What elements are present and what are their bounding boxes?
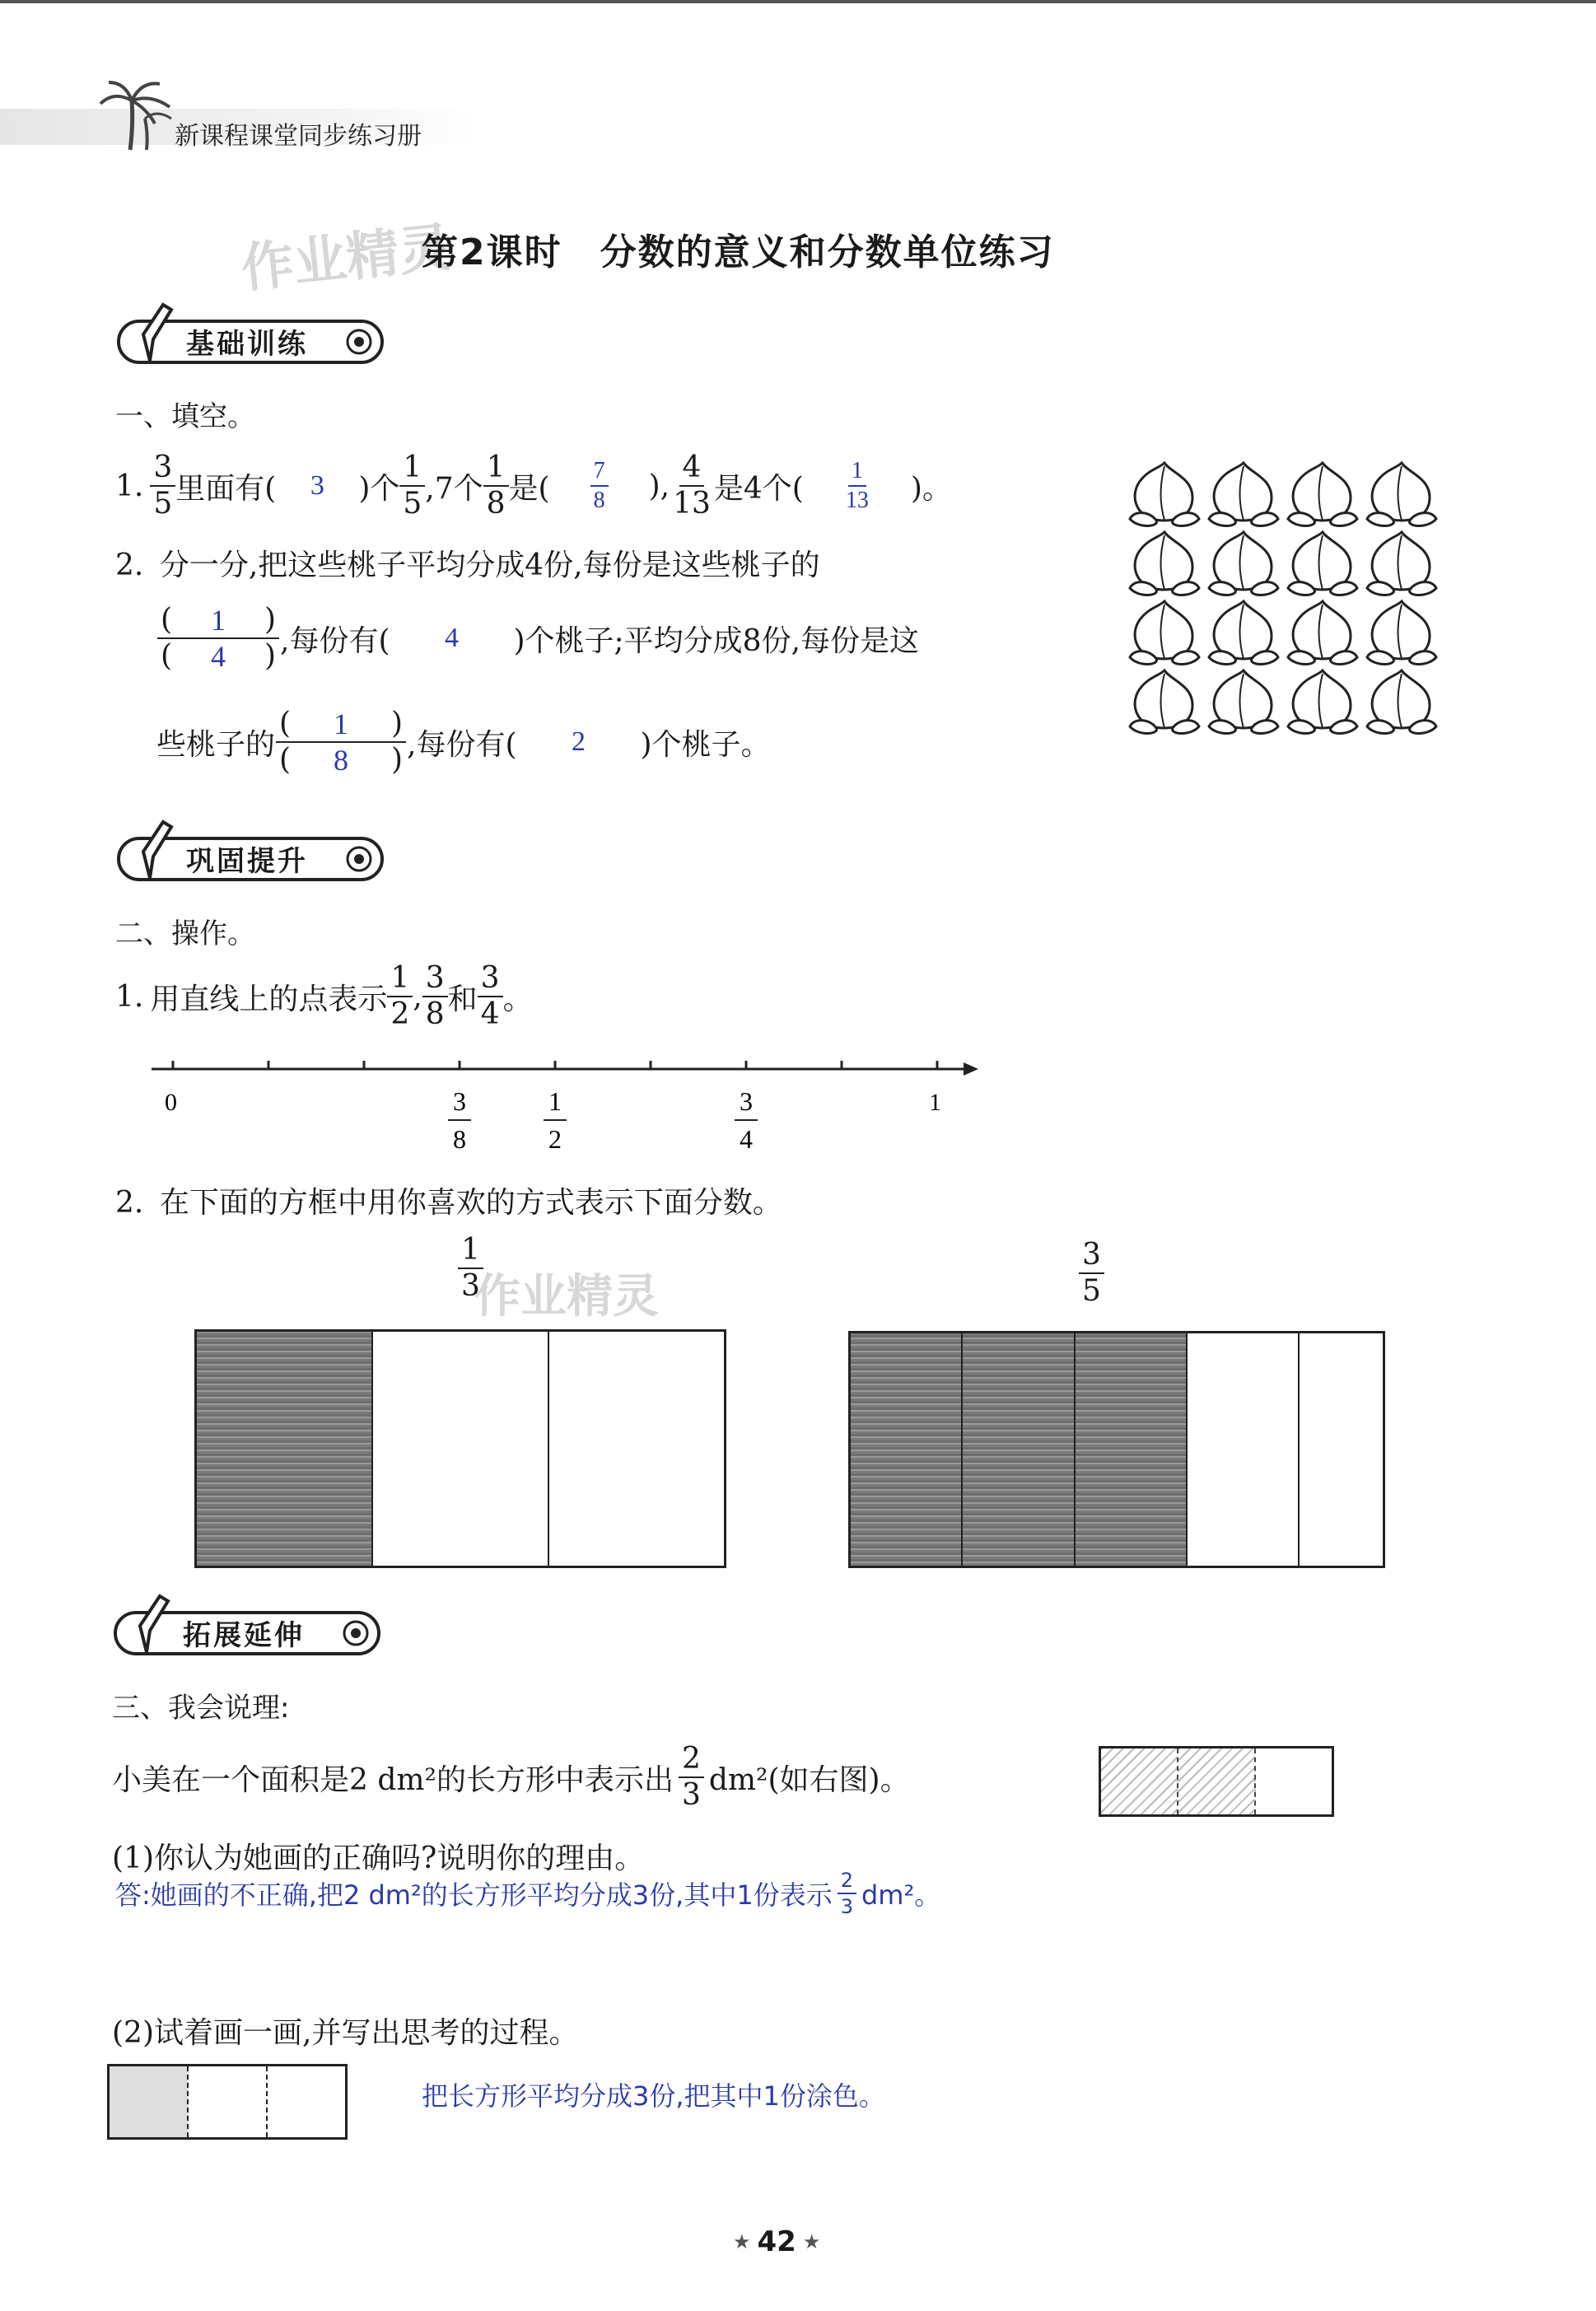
p2-q1-number: 1. <box>115 979 144 1014</box>
frac-num-row <box>276 709 406 743</box>
section-label: 拓展延伸 <box>183 1619 305 1652</box>
frac-den: 8 <box>334 744 349 777</box>
pencil-icon <box>132 301 181 367</box>
frac-num: 1 <box>334 707 349 740</box>
section-label: 基础训练 <box>186 328 308 361</box>
paren-close: ) <box>390 707 404 740</box>
frac-num: 1 <box>458 1235 483 1269</box>
lesson-title: 第2课时 分数的意义和分数单位练习 <box>422 231 1055 273</box>
frac-den: 13 <box>845 488 869 513</box>
q1-text-3: ,7个 <box>425 471 483 506</box>
mark-denominator: 4 <box>740 1124 753 1154</box>
frac-den: 3 <box>840 1895 853 1918</box>
fraction-3-5 <box>150 453 175 519</box>
drawn-part <box>268 2066 345 2137</box>
p3-answer-1 <box>115 1868 940 1919</box>
xiaomei-rectangle <box>1099 1746 1334 1817</box>
q1-line <box>115 445 952 527</box>
q2-text-1: ,每份有( <box>280 623 390 658</box>
rect-part <box>1256 1748 1332 1814</box>
start-label: 0 <box>165 1089 177 1116</box>
q2-text: 分一分,把这些桃子平均分成4份,每份是这些桃子的 <box>159 549 820 582</box>
rect-part-shaded <box>1101 1748 1178 1814</box>
q1-text-4: 是( <box>508 471 550 506</box>
p2-q2-number: 2. <box>115 1186 144 1220</box>
page-number <box>733 2225 820 2258</box>
box2-part-shaded <box>851 1333 963 1566</box>
q2-text-3: 些桃子的 <box>156 727 276 762</box>
frac-den: 8 <box>486 487 506 521</box>
answer-blank-1[interactable]: 3 <box>310 470 324 501</box>
p3-answer-2: 把长方形平均分成3份,把其中1份涂色。 <box>422 2080 885 2112</box>
p3-q1: (1)你认为她画的正确吗?说明你的理由。 <box>112 1842 645 1875</box>
p3-q2: (2)试着画一画,并写出思考的过程。 <box>112 2016 579 2050</box>
answer-text-2: dm²。 <box>861 1879 941 1911</box>
answer-blank-3[interactable] <box>804 460 911 512</box>
box1-part <box>373 1332 549 1566</box>
q2-line2 <box>156 593 919 684</box>
box2-part-shaded <box>1076 1333 1188 1566</box>
end-label: 1 <box>929 1089 941 1116</box>
box1-part-shaded <box>197 1332 373 1566</box>
mark-numerator: 3 <box>453 1086 466 1116</box>
section-badge-basic <box>112 313 384 367</box>
section-badge-consolidate <box>112 830 384 885</box>
frac-den: 5 <box>403 487 422 521</box>
fraction-4-13 <box>670 453 714 519</box>
frac-den: 3 <box>681 1778 701 1812</box>
fraction-2-3 <box>679 1744 704 1810</box>
frac-num: 1 <box>211 604 226 637</box>
box1-part <box>549 1332 724 1566</box>
frac-den: 13 <box>673 487 711 521</box>
number-line <box>140 1051 996 1174</box>
frac-den-row <box>276 743 406 775</box>
p3-stem <box>112 1736 910 1818</box>
q1-number: 1. <box>115 469 144 503</box>
star-icon: ★ <box>802 2230 821 2253</box>
q2-text-2: )个桃子;平均分成8份,每份是这 <box>513 623 920 658</box>
answer-blank-5[interactable]: 2 <box>572 726 586 757</box>
q2-text-5: )个桃子。 <box>640 727 771 762</box>
fraction-3-5-box <box>1079 1240 1104 1306</box>
fraction-1-2 <box>387 961 413 1031</box>
page-number-text: 42 <box>757 2225 796 2258</box>
frac-num: 1 <box>483 453 509 487</box>
q2-line1 <box>115 542 820 584</box>
part3-heading: 三、我会说理: <box>112 1692 290 1725</box>
answer-fraction-2-3 <box>838 1870 856 1916</box>
section-badge-extend <box>109 1604 380 1659</box>
frac-den: 4 <box>480 997 500 1031</box>
q2-line3 <box>156 697 771 787</box>
p2-q1-text: 用直线上的点表示 <box>150 982 388 1016</box>
frac-num: 1 <box>387 964 413 997</box>
answer-blank-4[interactable]: 4 <box>445 623 459 653</box>
frac-den: 5 <box>153 487 173 521</box>
frac-den: 3 <box>461 1269 480 1303</box>
q1-text-1: 里面有( <box>175 471 277 506</box>
watermark: 作业精灵 <box>238 217 455 301</box>
q1-text-2: )个 <box>358 471 400 506</box>
paren-open: ( <box>161 603 173 637</box>
frac-den: 4 <box>211 640 226 673</box>
fraction-box-1[interactable] <box>194 1329 726 1568</box>
p3-stem-text: 小美在一个面积是2 dm²的长方形中表示出 <box>112 1762 674 1797</box>
answer-blank-2[interactable] <box>550 460 649 512</box>
drawn-rectangle[interactable] <box>107 2064 348 2140</box>
number-line-marks <box>448 1086 758 1154</box>
answer-fraction-1-13 <box>842 460 872 512</box>
frac-num: 3 <box>1079 1240 1104 1274</box>
frac-den: 5 <box>1082 1274 1101 1308</box>
q1-text-7: )。 <box>910 471 952 506</box>
answer-text: 答:她画的不正确,把2 dm²的长方形平均分成3份,其中1份表示 <box>115 1879 833 1911</box>
mark-denominator: 2 <box>548 1124 562 1154</box>
part1-heading: 一、填空。 <box>115 400 255 433</box>
palm-tree-icon <box>97 76 176 152</box>
paren-open: ( <box>279 743 292 777</box>
q1-text-5: ), <box>648 469 670 503</box>
drawn-part-shaded <box>110 2066 189 2137</box>
comma: , <box>413 979 422 1014</box>
part2-heading: 二、操作。 <box>115 917 255 950</box>
fraction-1-8 <box>483 453 509 519</box>
frac-num: 3 <box>422 964 448 997</box>
section-label: 巩固提升 <box>186 845 308 878</box>
frac-num: 1 <box>848 460 866 487</box>
answer-fraction-1-8[interactable] <box>275 709 407 775</box>
rect-part-shaded <box>1178 1748 1256 1814</box>
fraction-3-4 <box>478 961 503 1031</box>
p2-q1-line <box>115 955 533 1038</box>
p2-q2-text: 在下面的方框中用你喜欢的方式表示下面分数。 <box>159 1186 782 1220</box>
box2-part <box>1300 1333 1383 1566</box>
box2-part <box>1188 1333 1300 1566</box>
paren-open: ( <box>279 707 292 740</box>
paren-close: ) <box>264 603 276 637</box>
box2-fraction <box>1079 1240 1104 1306</box>
frac-num: 3 <box>150 453 175 487</box>
answer-fraction-1-4[interactable] <box>156 605 280 671</box>
top-edge <box>0 0 1596 3</box>
box2-part-shaded <box>963 1333 1075 1566</box>
frac-num: 2 <box>679 1744 704 1778</box>
frac-den: 2 <box>390 997 410 1031</box>
mark-numerator: 1 <box>548 1086 562 1116</box>
q1-text-6: 是4个( <box>713 471 804 506</box>
drawn-part <box>189 2066 268 2137</box>
fraction-box-2[interactable] <box>848 1331 1385 1568</box>
watermark-2: 作业精灵 <box>474 1270 659 1324</box>
pencil-icon <box>128 1593 178 1659</box>
fraction-3-8 <box>422 961 448 1031</box>
frac-num: 3 <box>478 964 503 997</box>
frac-num-row <box>157 605 279 639</box>
p2-q2-line <box>115 1179 782 1221</box>
frac-num: 4 <box>679 453 705 487</box>
answer-fraction-7-8 <box>590 460 609 512</box>
and-text: 和 <box>447 982 478 1016</box>
frac-num: 1 <box>399 453 425 487</box>
peaches-illustration <box>1127 461 1448 749</box>
frac-den-row <box>157 639 279 671</box>
star-icon: ★ <box>733 2230 751 2253</box>
arrow-head <box>964 1062 978 1076</box>
frac-num: 7 <box>590 460 609 487</box>
paren-close: ) <box>390 743 404 777</box>
fraction-1-5 <box>399 453 425 519</box>
mark-numerator: 3 <box>740 1086 753 1116</box>
pencil-icon <box>132 819 181 885</box>
frac-den: 8 <box>593 488 605 513</box>
p3-stem-text-2: dm²(如右图)。 <box>708 1762 910 1797</box>
frac-num: 2 <box>838 1870 856 1894</box>
q2-number: 2. <box>115 549 144 582</box>
paren-close: ) <box>264 639 276 673</box>
q2-text-4: ,每份有( <box>407 727 517 762</box>
period: 。 <box>502 982 533 1016</box>
frac-den: 8 <box>425 997 445 1031</box>
book-title: 新课程课堂同步练习册 <box>175 122 422 151</box>
paren-open: ( <box>161 639 173 673</box>
mark-denominator: 8 <box>453 1124 466 1154</box>
